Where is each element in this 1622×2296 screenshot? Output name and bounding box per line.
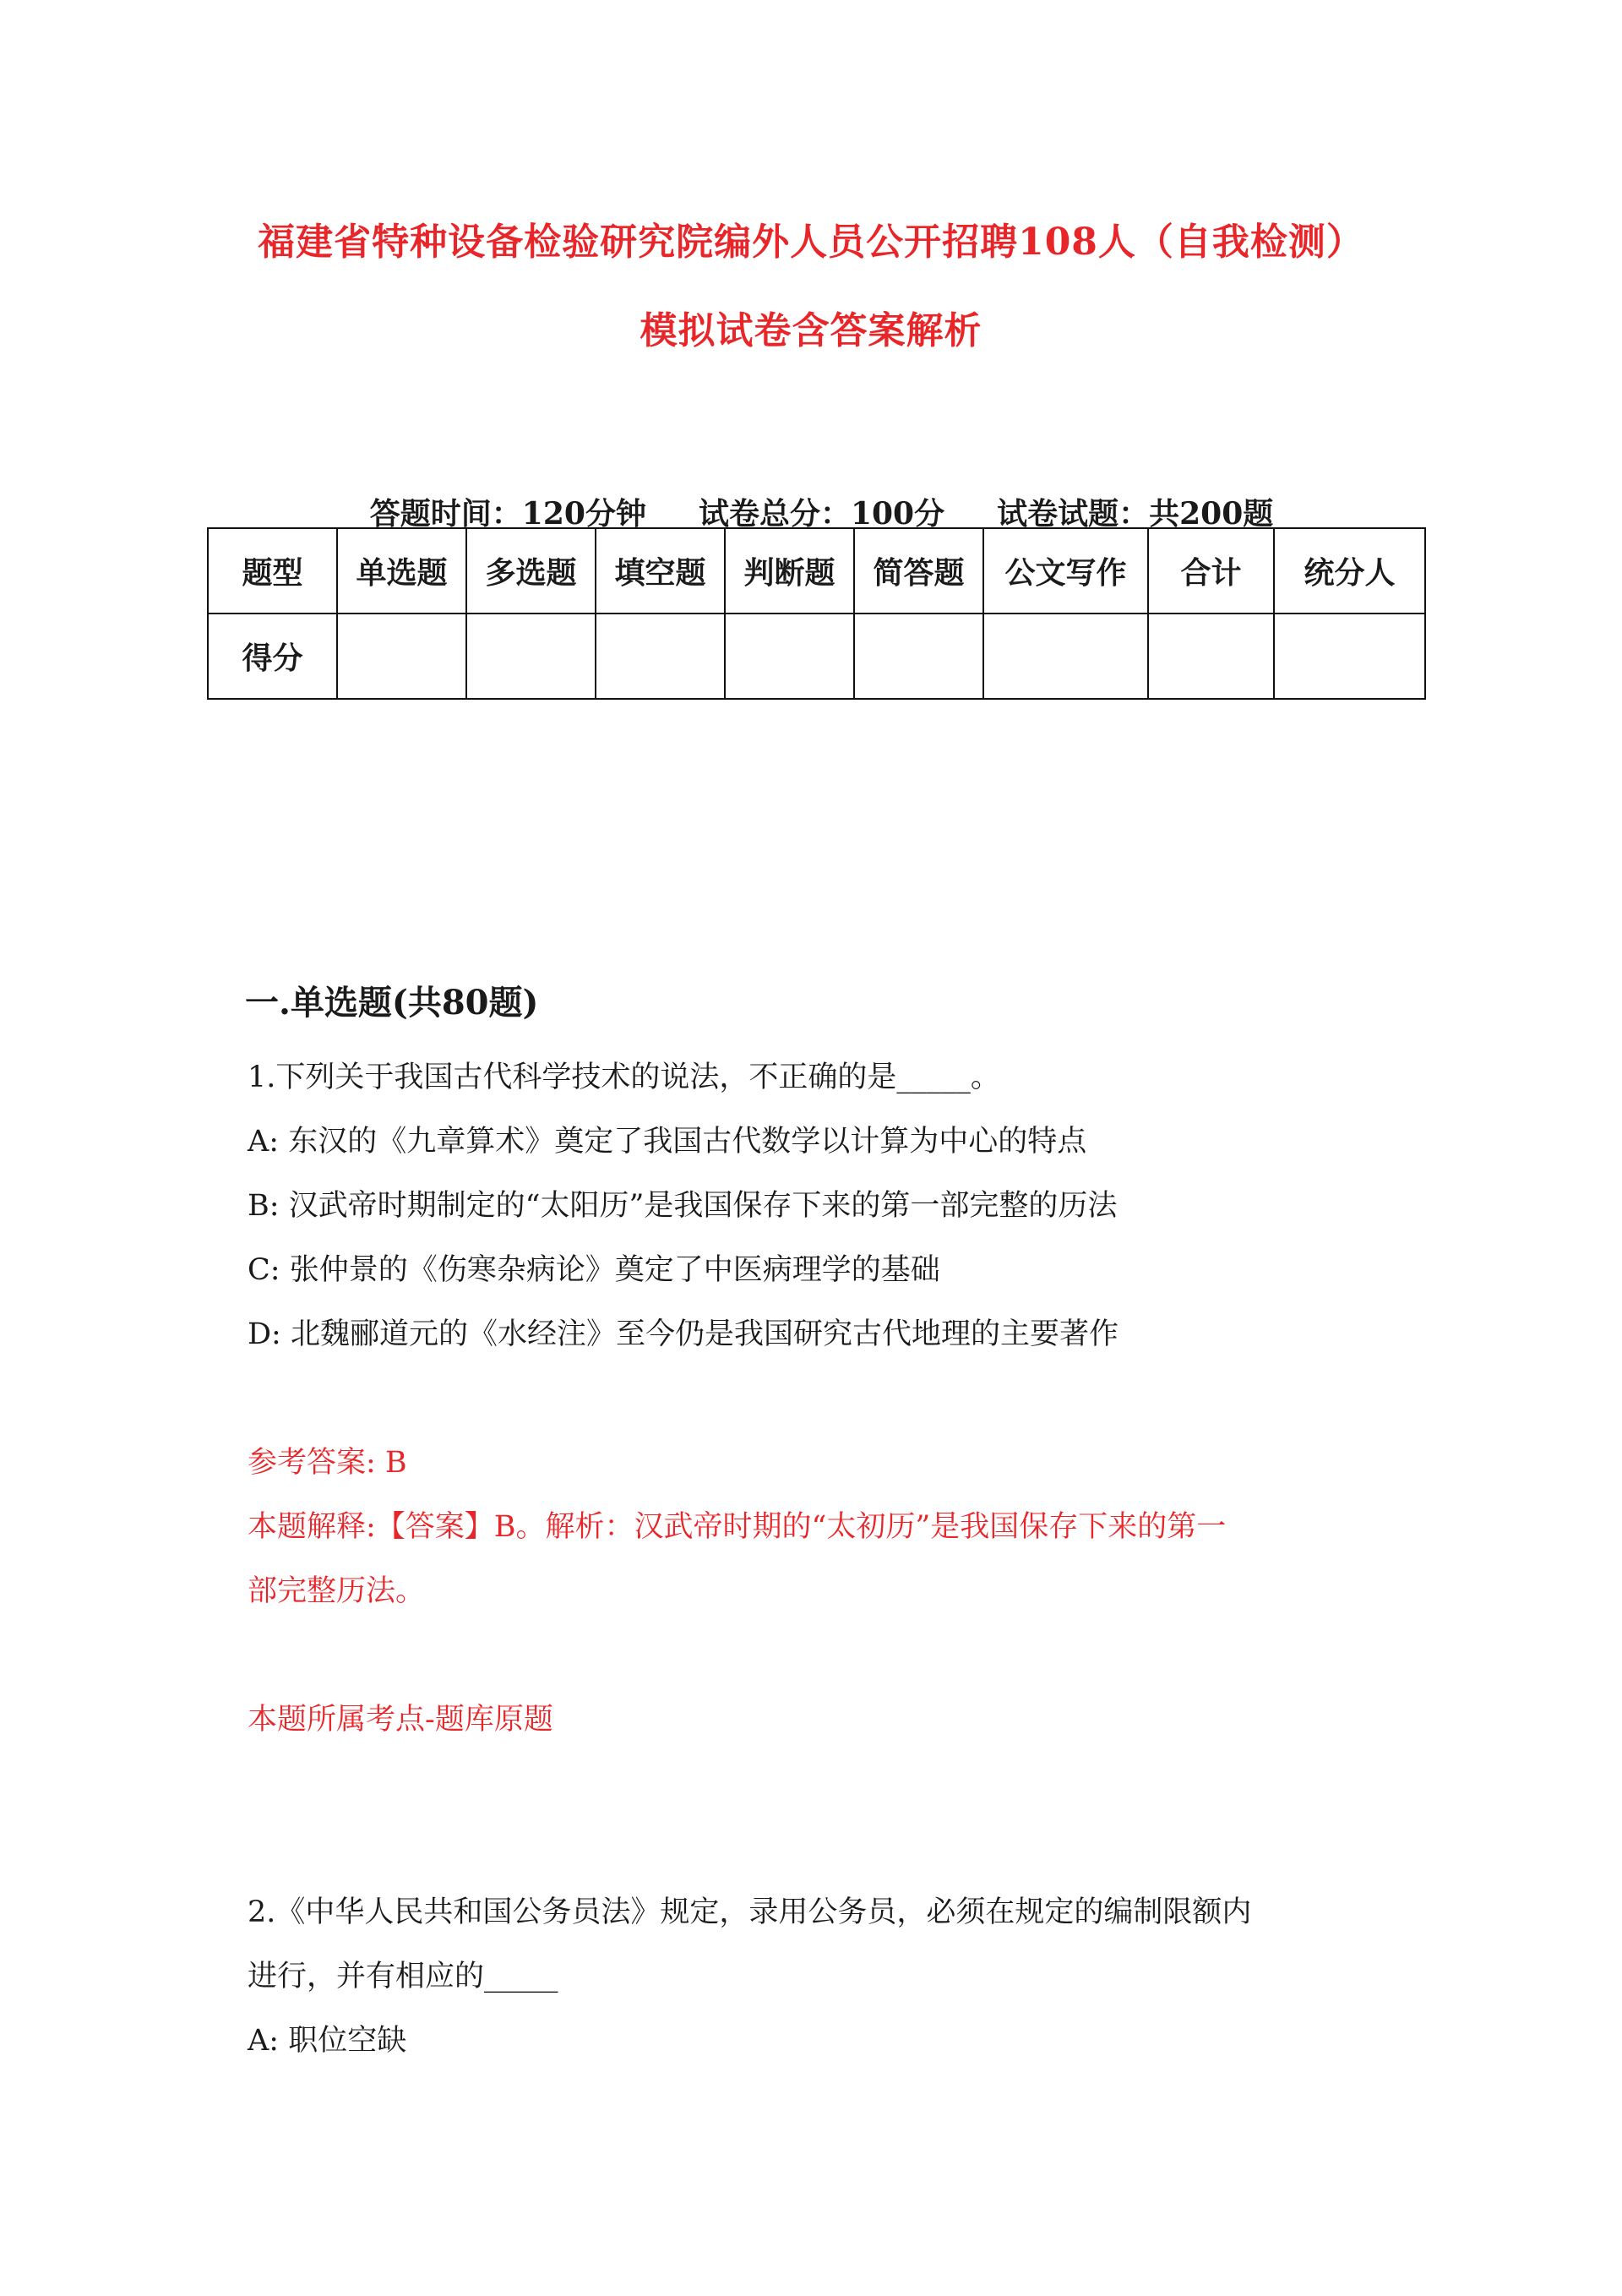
score-cell[interactable] bbox=[466, 614, 596, 699]
score-cell[interactable] bbox=[1274, 614, 1425, 699]
exam-info bbox=[0, 455, 1622, 533]
exam-total-score: 试卷总分：100分 bbox=[698, 496, 945, 532]
score-table-header-cell: 单选题 bbox=[337, 528, 466, 614]
question-1-option-a: A: 东汉的《九章算术》奠定了我国古代数学以计算为中心的特点 bbox=[248, 1125, 1087, 1159]
exam-time: 答题时间：120分钟 bbox=[369, 496, 646, 532]
score-table-header-row bbox=[208, 528, 1425, 614]
question-1-explanation-line-1: 本题解释:【答案】B。解析：汉武帝时期的“太初历”是我国保存下来的第一 bbox=[248, 1510, 1227, 1544]
section-title: 一.单选题(共80题) bbox=[245, 983, 539, 1023]
question-1-source: 本题所属考点-题库原题 bbox=[248, 1703, 553, 1737]
document-title-line-1: 福建省特种设备检验研究院编外人员公开招聘108人（自我检测） bbox=[258, 221, 1364, 264]
score-table-header-cell: 多选题 bbox=[466, 528, 596, 614]
score-cell[interactable] bbox=[983, 614, 1148, 699]
question-2-stem-line-1: 2.《中华人民共和国公务员法》规定，录用公务员，必须在规定的编制限额内 bbox=[248, 1895, 1252, 1929]
score-table-header-cell: 题型 bbox=[208, 528, 337, 614]
score-table-header-cell: 判断题 bbox=[725, 528, 854, 614]
score-table-header-cell: 简答题 bbox=[854, 528, 983, 614]
score-row-label: 得分 bbox=[208, 614, 337, 699]
score-table bbox=[207, 527, 1426, 700]
score-table-header-cell: 统分人 bbox=[1274, 528, 1425, 614]
score-cell[interactable] bbox=[725, 614, 854, 699]
question-1-option-c: C: 张仲景的《伤寒杂病论》奠定了中医病理学的基础 bbox=[248, 1253, 940, 1287]
score-table-header-cell: 填空题 bbox=[596, 528, 725, 614]
question-1-option-d: D: 北魏郦道元的《水经注》至今仍是我国研究古代地理的主要著作 bbox=[248, 1317, 1119, 1351]
question-1-answer: 参考答案: B bbox=[248, 1446, 407, 1480]
question-1-stem: 1.下列关于我国古代科学技术的说法，不正确的是_____。 bbox=[248, 1061, 1000, 1094]
score-cell[interactable] bbox=[596, 614, 725, 699]
score-table-header-cell: 合计 bbox=[1148, 528, 1274, 614]
question-1-option-b: B: 汉武帝时期制定的“太阳历”是我国保存下来的第一部完整的历法 bbox=[248, 1189, 1118, 1223]
exam-question-count: 试卷试题：共200题 bbox=[997, 496, 1274, 532]
question-1-explanation-line-2: 部完整历法。 bbox=[248, 1574, 426, 1608]
score-table-header-cell: 公文写作 bbox=[983, 528, 1148, 614]
score-cell[interactable] bbox=[1148, 614, 1274, 699]
document-title-line-2: 模拟试卷含答案解析 bbox=[640, 309, 982, 352]
score-cell[interactable] bbox=[854, 614, 983, 699]
question-2-option-a: A: 职位空缺 bbox=[248, 2024, 407, 2058]
score-table-score-row bbox=[208, 614, 1425, 699]
score-cell[interactable] bbox=[337, 614, 466, 699]
question-2-stem-line-2: 进行，并有相应的_____ bbox=[248, 1960, 558, 1993]
